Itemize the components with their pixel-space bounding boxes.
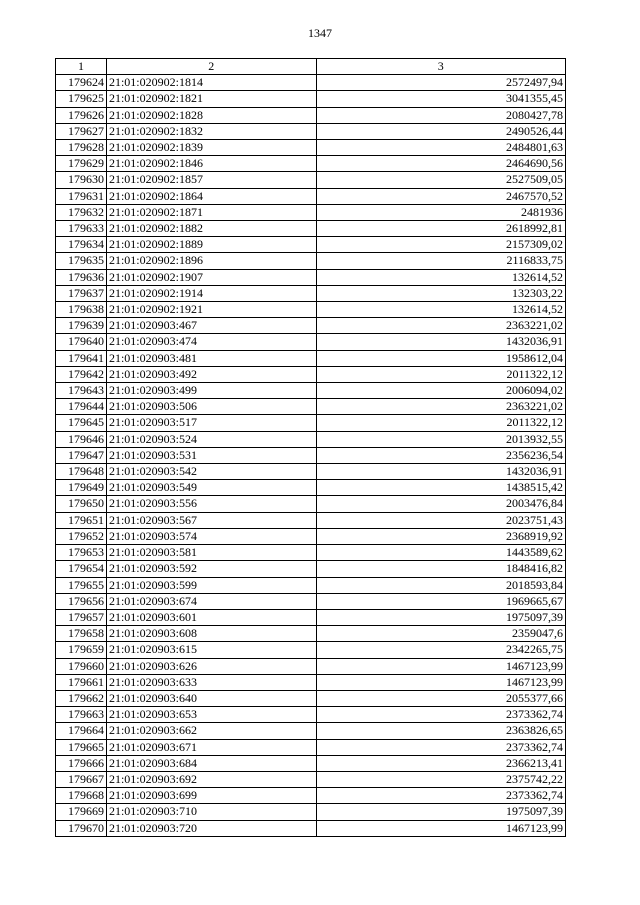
- cadastral-value-cell: 2363221,02: [316, 318, 565, 334]
- cadastral-number-cell: 21:01:020903:581: [106, 545, 316, 561]
- row-number-cell: 179635: [56, 253, 107, 269]
- table-row: [56, 285, 566, 301]
- row-number-cell: 179630: [56, 172, 107, 188]
- row-number-cell: 179667: [56, 771, 107, 787]
- cadastral-number-cell: 21:01:020902:1828: [106, 107, 316, 123]
- row-number-cell: 179670: [56, 820, 107, 836]
- row-number-cell: 179655: [56, 577, 107, 593]
- cadastral-value-cell: 1467123,99: [316, 820, 565, 836]
- cadastral-number-cell: 21:01:020903:626: [106, 658, 316, 674]
- cadastral-number-cell: 21:01:020903:599: [106, 577, 316, 593]
- cadastral-value-cell: 2373362,74: [316, 707, 565, 723]
- table-row: [56, 626, 566, 642]
- cadastral-value-cell: 2018593,84: [316, 577, 565, 593]
- row-number-cell: 179631: [56, 188, 107, 204]
- cadastral-value-cell: 2368919,92: [316, 528, 565, 544]
- row-number-cell: 179668: [56, 788, 107, 804]
- cadastral-value-cell: 1443589,62: [316, 545, 565, 561]
- cadastral-value-cell: 2055377,66: [316, 690, 565, 706]
- cadastral-value-cell: 2023751,43: [316, 512, 565, 528]
- cadastral-number-cell: 21:01:020903:671: [106, 739, 316, 755]
- row-number-cell: 179644: [56, 399, 107, 415]
- row-number-cell: 179638: [56, 302, 107, 318]
- row-number-cell: 179628: [56, 140, 107, 156]
- column-header-1: 1: [56, 59, 107, 75]
- cadastral-value-cell: 1438515,42: [316, 480, 565, 496]
- cadastral-value-cell: 1958612,04: [316, 350, 565, 366]
- row-number-cell: 179636: [56, 269, 107, 285]
- table-row: [56, 107, 566, 123]
- row-number-cell: 179646: [56, 431, 107, 447]
- table-row: [56, 253, 566, 269]
- cadastral-number-cell: 21:01:020902:1889: [106, 237, 316, 253]
- row-number-cell: 179624: [56, 75, 107, 91]
- cadastral-number-cell: 21:01:020902:1882: [106, 221, 316, 237]
- table-row: [56, 140, 566, 156]
- table-row: [56, 415, 566, 431]
- table-row: [56, 609, 566, 625]
- row-number-cell: 179627: [56, 123, 107, 139]
- cadastral-value-cell: 2373362,74: [316, 788, 565, 804]
- cadastral-value-cell: 2116833,75: [316, 253, 565, 269]
- table-row: [56, 75, 566, 91]
- row-number-cell: 179652: [56, 528, 107, 544]
- cadastral-value-cell: 2618992,81: [316, 221, 565, 237]
- cadastral-value-cell: 2464690,56: [316, 156, 565, 172]
- table-row: [56, 383, 566, 399]
- cadastral-value-cell: 2363826,65: [316, 723, 565, 739]
- cadastral-number-cell: 21:01:020903:499: [106, 383, 316, 399]
- table-row: [56, 91, 566, 107]
- row-number-cell: 179651: [56, 512, 107, 528]
- cadastral-number-cell: 21:01:020902:1832: [106, 123, 316, 139]
- cadastral-value-cell: 2011322,12: [316, 415, 565, 431]
- row-number-cell: 179656: [56, 593, 107, 609]
- row-number-cell: 179663: [56, 707, 107, 723]
- cadastral-number-cell: 21:01:020902:1839: [106, 140, 316, 156]
- page-number: 1347: [308, 26, 332, 40]
- cadastral-number-cell: 21:01:020903:608: [106, 626, 316, 642]
- table-row: [56, 480, 566, 496]
- row-number-cell: 179660: [56, 658, 107, 674]
- row-number-cell: 179637: [56, 285, 107, 301]
- row-number-cell: 179657: [56, 609, 107, 625]
- cadastral-number-cell: 21:01:020903:481: [106, 350, 316, 366]
- cadastral-value-cell: 2572497,94: [316, 75, 565, 91]
- table-row: [56, 739, 566, 755]
- cadastral-number-cell: 21:01:020902:1846: [106, 156, 316, 172]
- row-number-cell: 179640: [56, 334, 107, 350]
- cadastral-number-cell: 21:01:020903:699: [106, 788, 316, 804]
- cadastral-value-cell: 2527509,05: [316, 172, 565, 188]
- cadastral-number-cell: 21:01:020903:567: [106, 512, 316, 528]
- cadastral-number-cell: 21:01:020903:506: [106, 399, 316, 415]
- cadastral-number-cell: 21:01:020903:492: [106, 366, 316, 382]
- table-header-row: [56, 59, 566, 75]
- cadastral-value-cell: 1975097,39: [316, 609, 565, 625]
- row-number-cell: 179643: [56, 383, 107, 399]
- table-row: [56, 366, 566, 382]
- table-row: [56, 788, 566, 804]
- row-number-cell: 179669: [56, 804, 107, 820]
- table-row: [56, 123, 566, 139]
- table-body: [56, 75, 566, 837]
- cadastral-number-cell: 21:01:020903:662: [106, 723, 316, 739]
- cadastral-value-cell: 2481936: [316, 204, 565, 220]
- table-row: [56, 334, 566, 350]
- cadastral-number-cell: 21:01:020903:633: [106, 674, 316, 690]
- cadastral-number-cell: 21:01:020902:1896: [106, 253, 316, 269]
- row-number-cell: 179654: [56, 561, 107, 577]
- cadastral-number-cell: 21:01:020903:592: [106, 561, 316, 577]
- row-number-cell: 179659: [56, 642, 107, 658]
- row-number-cell: 179649: [56, 480, 107, 496]
- cadastral-value-cell: 2157309,02: [316, 237, 565, 253]
- table-row: [56, 820, 566, 836]
- table-row: [56, 642, 566, 658]
- table-row: [56, 269, 566, 285]
- row-number-cell: 179641: [56, 350, 107, 366]
- cadastral-number-cell: 21:01:020903:574: [106, 528, 316, 544]
- table-row: [56, 399, 566, 415]
- cadastral-value-cell: 1969665,67: [316, 593, 565, 609]
- cadastral-number-cell: 21:01:020903:601: [106, 609, 316, 625]
- cadastral-number-cell: 21:01:020903:615: [106, 642, 316, 658]
- table-row: [56, 188, 566, 204]
- table-row: [56, 707, 566, 723]
- cadastral-value-cell: 2375742,22: [316, 771, 565, 787]
- cadastral-value-cell: 2342265,75: [316, 642, 565, 658]
- row-number-cell: 179666: [56, 755, 107, 771]
- table-row: [56, 237, 566, 253]
- cadastral-number-cell: 21:01:020903:653: [106, 707, 316, 723]
- table-row: [56, 545, 566, 561]
- row-number-cell: 179645: [56, 415, 107, 431]
- table-row: [56, 172, 566, 188]
- row-number-cell: 179647: [56, 447, 107, 463]
- row-number-cell: 179658: [56, 626, 107, 642]
- table-row: [56, 674, 566, 690]
- cadastral-value-cell: 2080427,78: [316, 107, 565, 123]
- cadastral-value-cell: 1432036,91: [316, 334, 565, 350]
- cadastral-number-cell: 21:01:020903:692: [106, 771, 316, 787]
- table-row: [56, 577, 566, 593]
- row-number-cell: 179665: [56, 739, 107, 755]
- table-row: [56, 723, 566, 739]
- table-row: [56, 204, 566, 220]
- table-row: [56, 302, 566, 318]
- cadastral-value-cell: 2467570,52: [316, 188, 565, 204]
- row-number-cell: 179662: [56, 690, 107, 706]
- table-row: [56, 464, 566, 480]
- cadastral-number-cell: 21:01:020902:1914: [106, 285, 316, 301]
- column-header-2: 2: [106, 59, 316, 75]
- table-row: [56, 318, 566, 334]
- cadastral-value-cell: 2366213,41: [316, 755, 565, 771]
- column-header-3: 3: [316, 59, 565, 75]
- cadastral-value-cell: 3041355,45: [316, 91, 565, 107]
- table-row: [56, 156, 566, 172]
- cadastral-value-cell: 1467123,99: [316, 658, 565, 674]
- row-number-cell: 179653: [56, 545, 107, 561]
- row-number-cell: 179650: [56, 496, 107, 512]
- cadastral-number-cell: 21:01:020903:684: [106, 755, 316, 771]
- cadastral-number-cell: 21:01:020903:467: [106, 318, 316, 334]
- table-row: [56, 512, 566, 528]
- cadastral-value-cell: 132303,22: [316, 285, 565, 301]
- row-number-cell: 179625: [56, 91, 107, 107]
- row-number-cell: 179664: [56, 723, 107, 739]
- cadastral-value-cell: 2356236,54: [316, 447, 565, 463]
- row-number-cell: 179648: [56, 464, 107, 480]
- cadastral-number-cell: 21:01:020902:1857: [106, 172, 316, 188]
- cadastral-number-cell: 21:01:020903:549: [106, 480, 316, 496]
- table-row: [56, 431, 566, 447]
- cadastral-value-cell: 1975097,39: [316, 804, 565, 820]
- cadastral-number-cell: 21:01:020903:710: [106, 804, 316, 820]
- cadastral-number-cell: 21:01:020903:517: [106, 415, 316, 431]
- row-number-cell: 179626: [56, 107, 107, 123]
- cadastral-value-table: [55, 58, 566, 837]
- table-row: [56, 221, 566, 237]
- table-row: [56, 528, 566, 544]
- cadastral-number-cell: 21:01:020902:1921: [106, 302, 316, 318]
- cadastral-number-cell: 21:01:020903:531: [106, 447, 316, 463]
- cadastral-value-cell: 2373362,74: [316, 739, 565, 755]
- cadastral-number-cell: 21:01:020903:720: [106, 820, 316, 836]
- cadastral-value-cell: 2013932,55: [316, 431, 565, 447]
- table-row: [56, 755, 566, 771]
- cadastral-value-cell: 2490526,44: [316, 123, 565, 139]
- cadastral-number-cell: 21:01:020902:1821: [106, 91, 316, 107]
- row-number-cell: 179632: [56, 204, 107, 220]
- cadastral-value-cell: 1467123,99: [316, 674, 565, 690]
- row-number-cell: 179629: [56, 156, 107, 172]
- cadastral-value-cell: 1432036,91: [316, 464, 565, 480]
- row-number-cell: 179633: [56, 221, 107, 237]
- cadastral-value-cell: 132614,52: [316, 269, 565, 285]
- cadastral-value-cell: 2006094,02: [316, 383, 565, 399]
- cadastral-value-cell: 2003476,84: [316, 496, 565, 512]
- table-row: [56, 561, 566, 577]
- cadastral-value-cell: 2484801,63: [316, 140, 565, 156]
- cadastral-number-cell: 21:01:020902:1907: [106, 269, 316, 285]
- cadastral-number-cell: 21:01:020903:556: [106, 496, 316, 512]
- cadastral-number-cell: 21:01:020902:1871: [106, 204, 316, 220]
- cadastral-number-cell: 21:01:020902:1864: [106, 188, 316, 204]
- cadastral-number-cell: 21:01:020903:542: [106, 464, 316, 480]
- table-row: [56, 496, 566, 512]
- table-row: [56, 447, 566, 463]
- table-row: [56, 804, 566, 820]
- cadastral-number-cell: 21:01:020903:640: [106, 690, 316, 706]
- cadastral-value-cell: 2363221,02: [316, 399, 565, 415]
- cadastral-number-cell: 21:01:020903:674: [106, 593, 316, 609]
- cadastral-value-cell: 2359047,6: [316, 626, 565, 642]
- table-row: [56, 658, 566, 674]
- cadastral-number-cell: 21:01:020903:474: [106, 334, 316, 350]
- table-row: [56, 690, 566, 706]
- cadastral-number-cell: 21:01:020903:524: [106, 431, 316, 447]
- row-number-cell: 179639: [56, 318, 107, 334]
- table-row: [56, 350, 566, 366]
- row-number-cell: 179661: [56, 674, 107, 690]
- table-row: [56, 593, 566, 609]
- cadastral-number-cell: 21:01:020902:1814: [106, 75, 316, 91]
- cadastral-value-cell: 132614,52: [316, 302, 565, 318]
- cadastral-value-cell: 2011322,12: [316, 366, 565, 382]
- table-row: [56, 771, 566, 787]
- row-number-cell: 179634: [56, 237, 107, 253]
- row-number-cell: 179642: [56, 366, 107, 382]
- cadastral-value-cell: 1848416,82: [316, 561, 565, 577]
